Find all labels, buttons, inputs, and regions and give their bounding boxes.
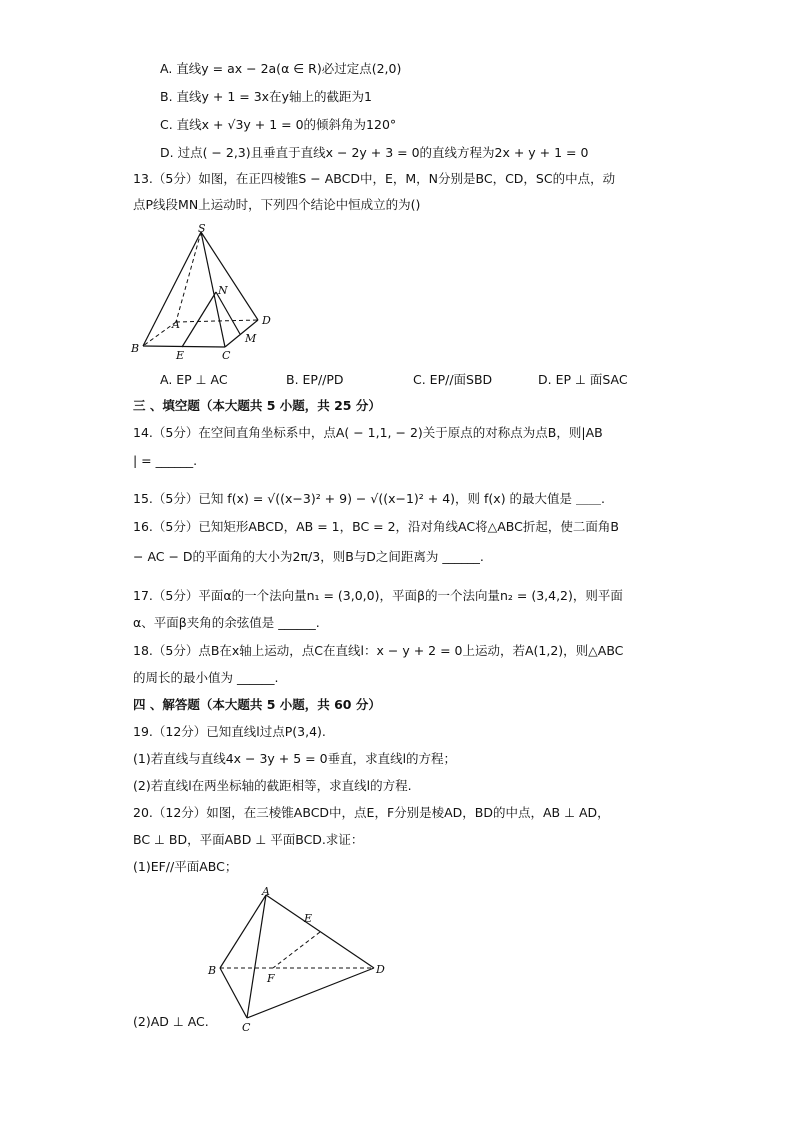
section-3-heading: 三 、填空题（本大题共 5 小题，共 25 分） [133, 398, 381, 413]
label-c: C [242, 1021, 251, 1034]
q20-text-line1: 20.（12分）如图，在三棱锥ABCD中，点E，F分别是棱AD，BD的中点，AB ⊥ AD， [133, 805, 610, 820]
q19-text-line1: 19.（12分）已知直线l过点P(3,4). [133, 724, 326, 739]
q12-option-b: B. 直线y + 1 = 3x在y轴上的截距为1 [160, 89, 372, 104]
label-d: D [262, 314, 271, 327]
label-b: B [131, 342, 140, 355]
q15-text: 15.（5分）已知 f(x) = √((x−3)² + 9) − √((x−1)² + 4)，则 f(x) 的最大值是 ＿＿. [133, 491, 606, 506]
q13-text-line2: 点P线段MN上运动时，下列四个结论中恒成立的为() [133, 197, 421, 212]
q19-part1: (1)若直线与直线4x − 3y + 5 = 0垂直，求直线l的方程； [133, 751, 457, 766]
q13-choice-a: A. EP ⊥ AC [160, 372, 228, 387]
q12-option-c: C. 直线x + √3y + 1 = 0的倾斜角为120° [160, 117, 397, 132]
q20-part2: (2)AD ⊥ AC. [133, 1014, 209, 1029]
q17-text-line1: 17.（5分）平面α的一个法向量n₁ = (3,0,0)，平面β的一个法向量n₂ = (3,4,2)，则平面 [133, 588, 623, 603]
q19-part2: (2)若直线l在两坐标轴的截距相等，求直线l的方程. [133, 778, 412, 793]
q16-text-line1: 16.（5分）已知矩形ABCD，AB = 1，BC = 2，沿对角线AC将△ABC折起，使二面角B [133, 519, 619, 534]
q13-text-line1: 13.（5分）如图，在正四棱锥S − ABCD中，E，M，N分别是BC，CD，SC的中点，动 [133, 171, 616, 186]
label-c: C [222, 349, 231, 362]
q12-option-d: D. 过点( − 2,3)且垂直于直线x − 2y + 3 = 0的直线方程为2x + y + 1 = 0 [160, 145, 589, 160]
q18-text-line1: 18.（5分）点B在x轴上运动，点C在直线l：x − y + 2 = 0上运动，若A(1,2)，则△ABC [133, 643, 624, 658]
q17-text-line2: α、平面β夹角的余弦值是 ______. [133, 615, 320, 630]
q20-part1: (1)EF//平面ABC； [133, 859, 238, 874]
label-e: E [304, 912, 313, 925]
q18-text-line2: 的周长的最小值为 ______. [133, 670, 279, 685]
tetrahedron-figure [200, 880, 400, 1035]
label-e: E [176, 349, 185, 362]
q13-choice-c: C. EP//面SBD [413, 372, 493, 387]
q13-choice-b: B. EP//PD [286, 372, 344, 387]
label-d: D [376, 963, 385, 976]
q12-option-a: A. 直线y = ax − 2a(α ∈ R)必过定点(2,0) [160, 61, 402, 76]
label-n: N [218, 284, 228, 297]
section-4-heading: 四 、解答题（本大题共 5 小题，共 60 分） [133, 697, 381, 712]
label-b: B [208, 964, 217, 977]
q20-text-line2: BC ⊥ BD，平面ABD ⊥ 平面BCD.求证： [133, 832, 364, 847]
q13-choice-d: D. EP ⊥ 面SAC [538, 372, 628, 387]
q14-text-line1: 14.（5分）在空间直角坐标系中，点A( − 1,1, − 2)关于原点的对称点为点B，则|AB [133, 425, 603, 440]
q16-text-line2: − AC − D的平面角的大小为2π/3，则B与D之间距离为 ______. [133, 549, 484, 564]
label-f: F [267, 972, 275, 985]
label-s: S [198, 222, 206, 235]
label-m: M [245, 332, 257, 345]
label-a: A [172, 318, 180, 331]
q14-text-line2: | = ______. [133, 453, 198, 468]
label-a: A [262, 885, 270, 898]
pyramid-figure [128, 222, 288, 364]
